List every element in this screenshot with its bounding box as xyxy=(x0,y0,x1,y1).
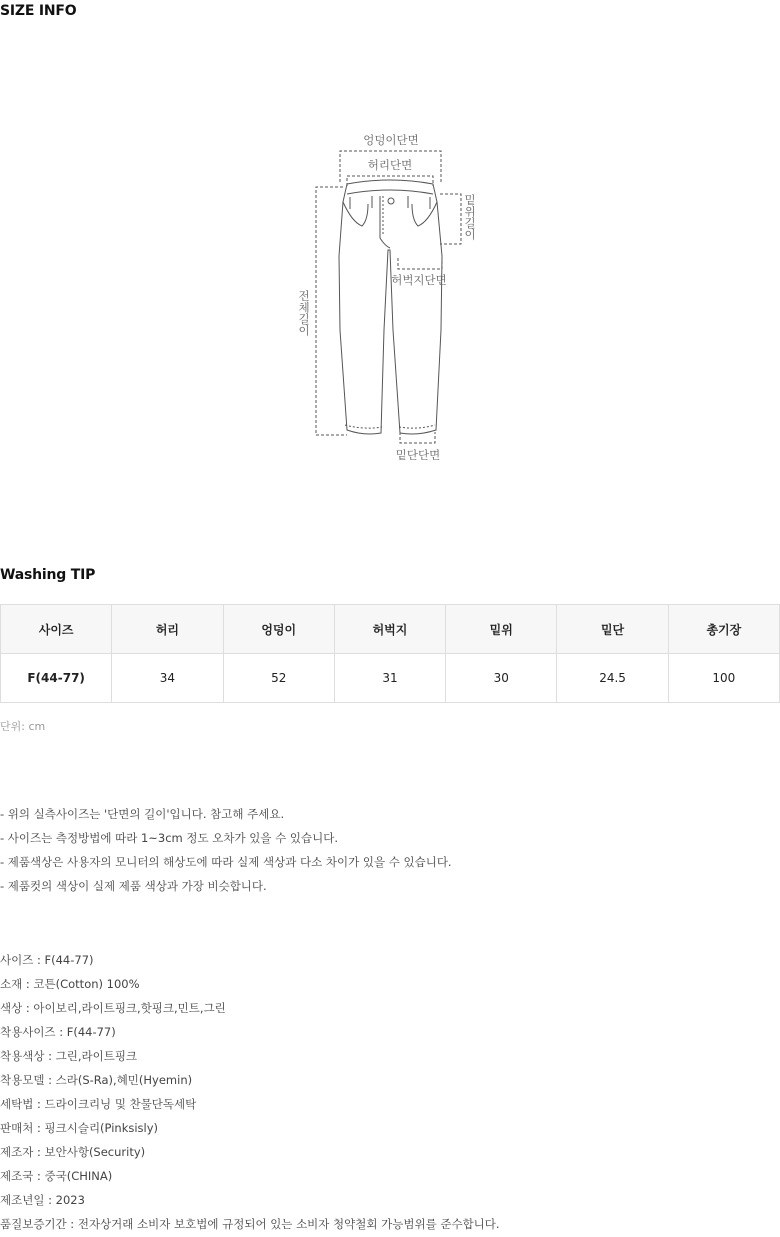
info-item: 착용모델 : 스라(S-Ra),혜민(Hyemin) xyxy=(0,1073,193,1087)
table-header-cell: 밑위 xyxy=(446,605,557,654)
hip-label: 엉덩이단면 xyxy=(363,133,419,147)
table-cell: 30 xyxy=(446,654,557,703)
table-header-row xyxy=(1,605,780,654)
hem-label: 밑단단면 xyxy=(395,448,441,462)
table-cell: 34 xyxy=(112,654,223,703)
notes-list xyxy=(0,802,452,898)
table-cell: 52 xyxy=(223,654,334,703)
table-header-cell: 허벅지 xyxy=(334,605,445,654)
info-item: 제조자 : 보안사항(Security) xyxy=(0,1145,146,1159)
info-item: 품질보증기간 : 전자상거래 소비자 보호법에 규정되어 있는 소비자 청약철회 가능범위를 준수합니다. xyxy=(0,1217,500,1231)
thigh-label: 허벅지단면 xyxy=(391,273,447,287)
washing-tip-title: Washing TIP xyxy=(0,567,96,583)
info-item: 착용색상 : 그린,라이트핑크 xyxy=(0,1049,138,1063)
pants-illustration xyxy=(339,180,442,434)
note-item: - 사이즈는 측정방법에 따라 1~3cm 정도 오차가 있을 수 있습니다. xyxy=(0,831,339,845)
size-table xyxy=(0,604,780,703)
table-header-cell: 엉덩이 xyxy=(223,605,334,654)
table-header-cell: 사이즈 xyxy=(1,605,112,654)
size-info-title: SIZE INFO xyxy=(0,3,77,19)
info-item: 사이즈 : F(44-77) xyxy=(0,953,94,967)
info-item: 소재 : 코튼(Cotton) 100% xyxy=(0,977,140,991)
product-info-list xyxy=(0,948,500,1236)
pants-measurement-diagram xyxy=(290,125,490,470)
table-header-cell: 총기장 xyxy=(668,605,779,654)
info-item: 세탁법 : 드라이크리닝 및 찬물단독세탁 xyxy=(0,1097,197,1111)
table-header-cell: 허리 xyxy=(112,605,223,654)
rise-label: 밑위길이 xyxy=(463,194,477,240)
info-item: 제조국 : 중국(CHINA) xyxy=(0,1169,113,1183)
info-item: 착용사이즈 : F(44-77) xyxy=(0,1025,116,1039)
note-item: - 제품색상은 사용자의 모니터의 해상도에 따라 실제 색상과 다소 차이가 있을 수 있습니다. xyxy=(0,855,452,869)
table-cell-size: F(44-77) xyxy=(1,654,112,703)
note-item: - 위의 실측사이즈는 '단면의 길이'입니다. 참고해 주세요. xyxy=(0,807,285,821)
info-item: 판매처 : 핑크시슬리(Pinksisly) xyxy=(0,1121,159,1135)
info-item: 색상 : 아이보리,라이트핑크,핫핑크,민트,그린 xyxy=(0,1001,226,1015)
waist-label: 허리단면 xyxy=(367,158,413,172)
unit-note: 단위: cm xyxy=(0,720,46,733)
table-cell: 31 xyxy=(334,654,445,703)
note-item: - 제품컷의 색상이 실제 제품 색상과 가장 비슷합니다. xyxy=(0,879,267,893)
table-row xyxy=(1,654,780,703)
table-cell: 100 xyxy=(668,654,779,703)
table-cell: 24.5 xyxy=(557,654,668,703)
total-length-label: 전체길이 xyxy=(297,290,311,336)
table-header-cell: 밑단 xyxy=(557,605,668,654)
info-item: 제조년일 : 2023 xyxy=(0,1193,85,1207)
measurement-lines xyxy=(316,151,461,443)
